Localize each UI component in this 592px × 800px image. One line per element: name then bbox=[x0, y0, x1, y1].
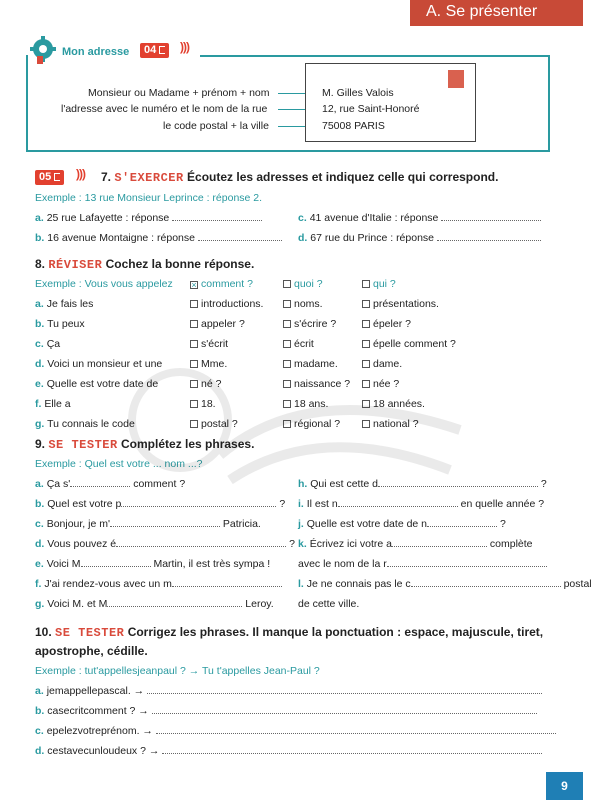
sound-icon: ))) bbox=[180, 40, 189, 54]
option[interactable]: écrit bbox=[283, 338, 314, 350]
option[interactable]: appeler ? bbox=[190, 318, 245, 330]
fill-in-line: f. J'ai rendez-vous avec un m bbox=[35, 578, 282, 590]
blank-input[interactable] bbox=[392, 538, 487, 547]
exercise-10-heading: 10. SE TESTER Corrigez les phrases. Il manque la ponctuation : espace, majuscule, tiret, bbox=[35, 625, 544, 640]
checkbox[interactable] bbox=[362, 300, 370, 308]
option[interactable]: noms. bbox=[283, 298, 323, 310]
stamp-icon bbox=[448, 70, 464, 88]
checkbox[interactable] bbox=[283, 300, 291, 308]
table-row: f. Elle a 18. 18 ans. 18 années. bbox=[35, 398, 425, 410]
blank-input[interactable] bbox=[387, 558, 547, 567]
list-item: d. 67 rue du Prince : réponse bbox=[298, 232, 541, 244]
blank-input[interactable] bbox=[110, 518, 220, 527]
list-item: c. 41 avenue d'Italie : réponse bbox=[298, 212, 541, 224]
list-item: b. casecritcomment ? → bbox=[35, 705, 537, 717]
address-label: l'adresse avec le numéro et le nom de la rue bbox=[61, 103, 268, 115]
exercise-8-heading: 8. RÉVISER Cochez la bonne réponse. bbox=[35, 257, 255, 272]
address-value: 75008 PARIS bbox=[322, 120, 385, 132]
address-label: le code postal + la ville bbox=[163, 120, 269, 132]
exercise-example: Exemple : Quel est votre ... nom ...? bbox=[35, 458, 203, 470]
gear-icon bbox=[30, 36, 56, 69]
list-item: a. jemappellepascal. → bbox=[35, 685, 542, 697]
option[interactable]: 18 ans. bbox=[283, 398, 328, 410]
table-row: b. Tu peux appeler ? s'écrire ? épeler ? bbox=[35, 318, 411, 330]
option[interactable]: national ? bbox=[362, 418, 419, 430]
address-title: Mon adresse bbox=[62, 46, 130, 58]
list-item: c. epelezvotreprénom. → bbox=[35, 725, 556, 737]
option[interactable]: dame. bbox=[362, 358, 402, 370]
option[interactable]: épeler ? bbox=[362, 318, 411, 330]
option[interactable]: introductions. bbox=[190, 298, 263, 310]
checkbox[interactable] bbox=[362, 320, 370, 328]
fill-in-line: de cette ville. bbox=[298, 598, 360, 610]
table-row: d. Voici un monsieur et une Mme. madame. dame. bbox=[35, 358, 403, 370]
option[interactable]: 18 années. bbox=[362, 398, 425, 410]
checkbox[interactable] bbox=[362, 340, 370, 348]
option[interactable]: Mme. bbox=[190, 358, 227, 370]
option[interactable]: 18. bbox=[190, 398, 216, 410]
audio-track-04[interactable]: 04 bbox=[140, 43, 169, 58]
checkbox[interactable] bbox=[283, 320, 291, 328]
option[interactable]: née ? bbox=[362, 378, 399, 390]
fill-in-line: l. Je ne connais pas le c postal bbox=[298, 578, 592, 590]
table-row: a. Je fais les introductions. noms. présentations. bbox=[35, 298, 439, 310]
option[interactable]: régional ? bbox=[283, 418, 340, 430]
blank-input[interactable] bbox=[162, 745, 542, 754]
checkbox[interactable] bbox=[283, 340, 291, 348]
fill-in-line: a. Ça s' comment ? bbox=[35, 478, 186, 490]
option[interactable]: épelle comment ? bbox=[362, 338, 456, 350]
table-row: g. Tu connais le code postal ? régional ? national ? bbox=[35, 418, 419, 430]
option[interactable]: présentations. bbox=[362, 298, 439, 310]
checkbox[interactable] bbox=[190, 340, 198, 348]
blank-input[interactable] bbox=[172, 578, 282, 587]
fill-in-line: j. Quelle est votre date de n ? bbox=[298, 518, 506, 530]
blank-input[interactable] bbox=[81, 558, 151, 567]
blank-input[interactable] bbox=[147, 685, 542, 694]
fill-in-line: k. Écrivez ici votre a complète bbox=[298, 538, 533, 550]
exercise-10-heading-cont: apostrophe, cédille. bbox=[35, 644, 148, 658]
address-value: 12, rue Saint-Honoré bbox=[322, 103, 420, 115]
option[interactable]: s'écrit bbox=[190, 338, 228, 350]
checkbox[interactable] bbox=[190, 300, 198, 308]
sound-icon: ))) bbox=[76, 167, 85, 181]
fill-in-line: g. Voici M. et M Leroy. bbox=[35, 598, 274, 610]
list-item: a. 25 rue Lafayette : réponse bbox=[35, 212, 262, 224]
blank-input[interactable] bbox=[107, 598, 242, 607]
table-row: c. Ça s'écrit écrit épelle comment ? bbox=[35, 338, 456, 350]
section-header: A. Se présenter bbox=[410, 0, 583, 26]
page-number: 9 bbox=[546, 772, 583, 800]
exercise-example: Exemple : tut'appellesjeanpaul ? → Tu t'appelles Jean-Paul ? bbox=[35, 665, 320, 677]
fill-in-line: b. Quel est votre p ? bbox=[35, 498, 286, 510]
blank-input[interactable] bbox=[156, 725, 556, 734]
fill-in-line: c. Bonjour, je m' Patricia. bbox=[35, 518, 261, 530]
option[interactable]: s'écrire ? bbox=[283, 318, 336, 330]
audio-track-05[interactable]: 05 bbox=[35, 170, 64, 185]
fill-in-line: avec le nom de la r bbox=[298, 558, 547, 570]
fill-in-line: i. Il est n en quelle année ? bbox=[298, 498, 545, 510]
table-row: e. Quelle est votre date de né ? naissance ? née ? bbox=[35, 378, 400, 390]
checkbox[interactable] bbox=[190, 320, 198, 328]
exercise-example: Exemple : 13 rue Monsieur Leprince : réponse 2. bbox=[35, 192, 263, 204]
option[interactable]: madame. bbox=[283, 358, 338, 370]
list-item: b. 16 avenue Montaigne : réponse bbox=[35, 232, 282, 244]
exercise-7-heading: 7. S'EXERCER Écoutez les adresses et indiquez celle qui correspond. bbox=[101, 170, 499, 185]
fill-in-line: e. Voici M Martin, il est très sympa ! bbox=[35, 558, 271, 570]
exercise-9-heading: 9. SE TESTER Complétez les phrases. bbox=[35, 437, 255, 452]
blank-input[interactable] bbox=[152, 705, 537, 714]
fill-in-line: d. Vous pouvez é ? bbox=[35, 538, 295, 550]
option[interactable]: postal ? bbox=[190, 418, 238, 430]
blank-input[interactable] bbox=[411, 578, 561, 587]
list-item: d. cestavecunloudeux ? → bbox=[35, 745, 542, 757]
option[interactable]: né ? bbox=[190, 378, 221, 390]
blank-input[interactable] bbox=[427, 518, 497, 527]
address-value: M. Gilles Valois bbox=[322, 87, 394, 99]
watermark-logo bbox=[120, 360, 500, 510]
blank-input[interactable] bbox=[116, 538, 286, 547]
option[interactable]: naissance ? bbox=[283, 378, 350, 390]
fill-in-line: h. Qui est cette d ? bbox=[298, 478, 547, 490]
checkbox-checked bbox=[190, 281, 198, 289]
address-label: Monsieur ou Madame + prénom + nom bbox=[88, 87, 270, 99]
